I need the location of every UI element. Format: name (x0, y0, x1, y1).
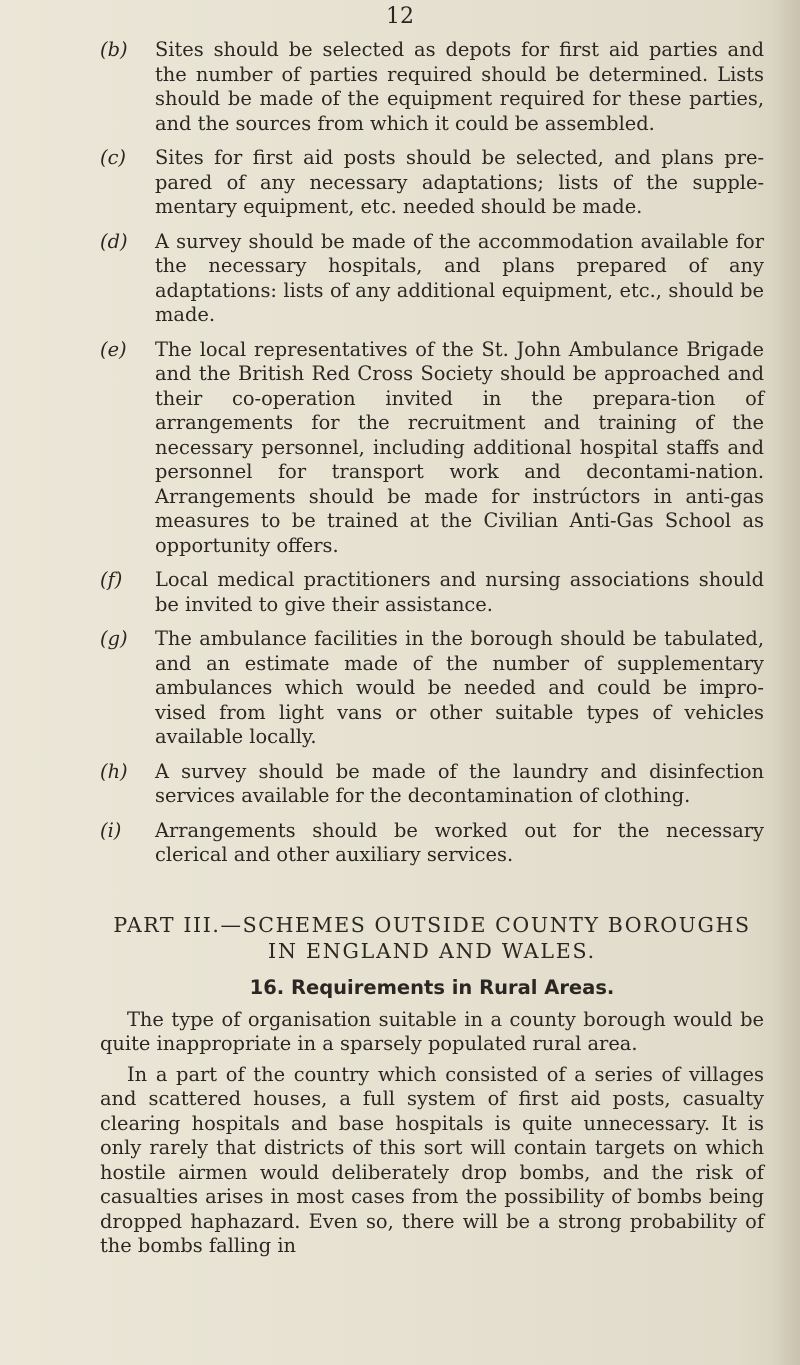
body-paragraph: In a part of the country which consisted of a series of villages and scattered houses, a full system of first aid posts, casualty clearing hospitals and base hospitals is quite unnecessary. It is only rarely that districts of this sort will contain targets on which hostile airmen would deliberately drop bombs, and the risk of casualties arises in most cases from the possibility of bombs being dropped haphazard. Even so, there will be a strong probability of the bombs falling in (100, 1062, 764, 1257)
list-item-text: A survey should be made of the accommodation available for the necessary hospitals, and plans prepared of any adaptations: lists of any additional equipment, etc., should be made. (155, 229, 764, 326)
list-item (100, 760, 764, 809)
section-heading: 16. Requirements in Rural Areas. (249, 975, 615, 999)
list-item (100, 146, 764, 220)
list-item-marker: (i) (100, 818, 122, 842)
list-item (100, 338, 764, 559)
part-heading-line-1: PART III.—SCHEMES OUTSIDE COUNTY BOROUGHS (113, 912, 751, 937)
part-heading (100, 912, 764, 964)
list-item-text: A survey should be made of the laundry and disinfection services available for the decontamination of clothing. (155, 759, 764, 807)
list-item-marker: (d) (100, 229, 128, 253)
list-item (100, 819, 764, 868)
list-item-text: Sites should be selected as depots for first aid parties and the number of parties required should be determined. Lists should be made of the equipment required for these parties, and the sources from which it could be assembled. (155, 38, 764, 135)
list-item-text: Arrangements should be worked out for the necessary clerical and other auxiliary services. (155, 818, 764, 866)
list-item (100, 230, 764, 328)
page-number: 12 (386, 4, 414, 29)
recommendations-list (100, 38, 764, 868)
list-item-marker: (f) (100, 568, 123, 591)
list-item-text: The local representatives of the St. John Ambulance Brigade and the British Red Cross Society should be approached and their co-operation invited in the prepara-tion of arrangements for the recruitment and training of the necessary personnel, including additional hospital staffs and personnel for transport work and decontami-nation. Arrangements should be made for instrúctors in anti-gas measures to be trained at the Civilian Anti-Gas School as opportunity offers. (155, 337, 764, 557)
list-item-marker: (c) (100, 146, 126, 169)
part-heading-line-2: IN ENGLAND AND WALES. (268, 938, 596, 963)
page-content (100, 38, 764, 1259)
list-item-marker: (h) (100, 759, 128, 783)
list-item-marker: (b) (100, 38, 128, 61)
body-paragraph: The type of organisation suitable in a county borough would be quite inappropriate in a sparsely populated rural area. (100, 1007, 764, 1055)
list-item (100, 568, 764, 617)
list-item-text: Sites for first aid posts should be selected, and plans pre-pared of any necessary adaptations; lists of the supple-mentary equipment, etc. needed should be made. (155, 146, 764, 218)
list-item-marker: (g) (100, 627, 128, 650)
list-item (100, 38, 764, 136)
list-item (100, 627, 764, 750)
list-item-text: The ambulance facilities in the borough should be tabulated, and an estimate made of the number of supplementary ambulances which would be needed and could be impro-vised from light vans or other suitable types of vehicles available locally. (155, 627, 764, 748)
list-item-marker: (e) (100, 337, 127, 361)
list-item-text: Local medical practitioners and nursing associations should be invited to give their assistance. (155, 568, 764, 616)
